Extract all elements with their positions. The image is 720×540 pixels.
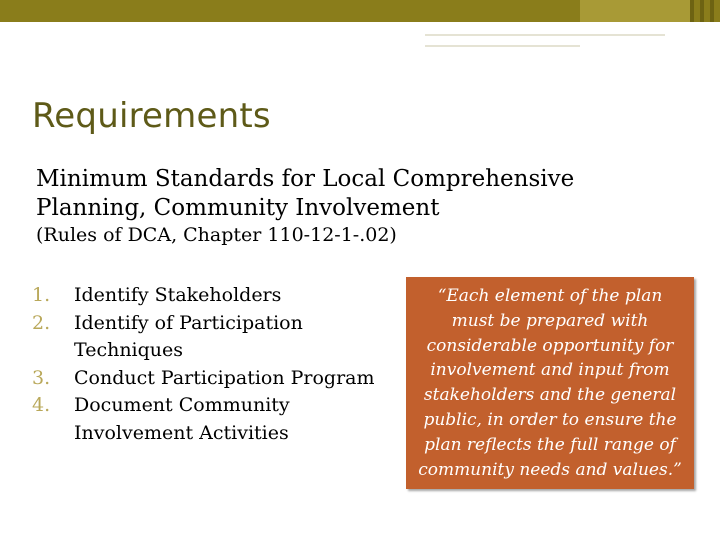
header-underline: [425, 45, 580, 47]
list-item-text: Conduct Participation Program: [74, 366, 375, 389]
list-item: [32, 310, 377, 365]
header-bar: [0, 0, 720, 22]
header-stripe: [690, 0, 694, 22]
list-item-number: 2.: [32, 311, 51, 334]
list-item-number: 1.: [32, 284, 51, 306]
list-item: [32, 282, 377, 310]
list-item: [32, 392, 377, 447]
quote-box: “Each element of the plan must be prepared with considerable opportunity for involvement and input from stakeholders and the general public, in order to ensure the plan reflects the full range of community needs and values.”: [406, 277, 694, 489]
steps-list: [32, 282, 377, 447]
list-item-text: Identify Stakeholders: [74, 284, 282, 306]
rules-reference: (Rules of DCA, Chapter 110-12-1-.02): [36, 224, 397, 246]
list-item: [32, 365, 377, 393]
header-stripe: [700, 0, 704, 22]
list-item-text: Identify of Participation Techniques: [74, 311, 303, 361]
header-accent: [580, 0, 690, 22]
header-stripe: [710, 0, 714, 22]
header-underline: [425, 34, 665, 36]
slide-subtitle: Minimum Standards for Local Comprehensive Planning, Community Involvement: [36, 166, 575, 221]
list-item-text: Document Community Involvement Activities: [74, 394, 290, 444]
list-item-number: 4.: [32, 394, 51, 416]
slide-title: Requirements: [32, 96, 271, 136]
list-item-number: 3.: [32, 366, 51, 389]
